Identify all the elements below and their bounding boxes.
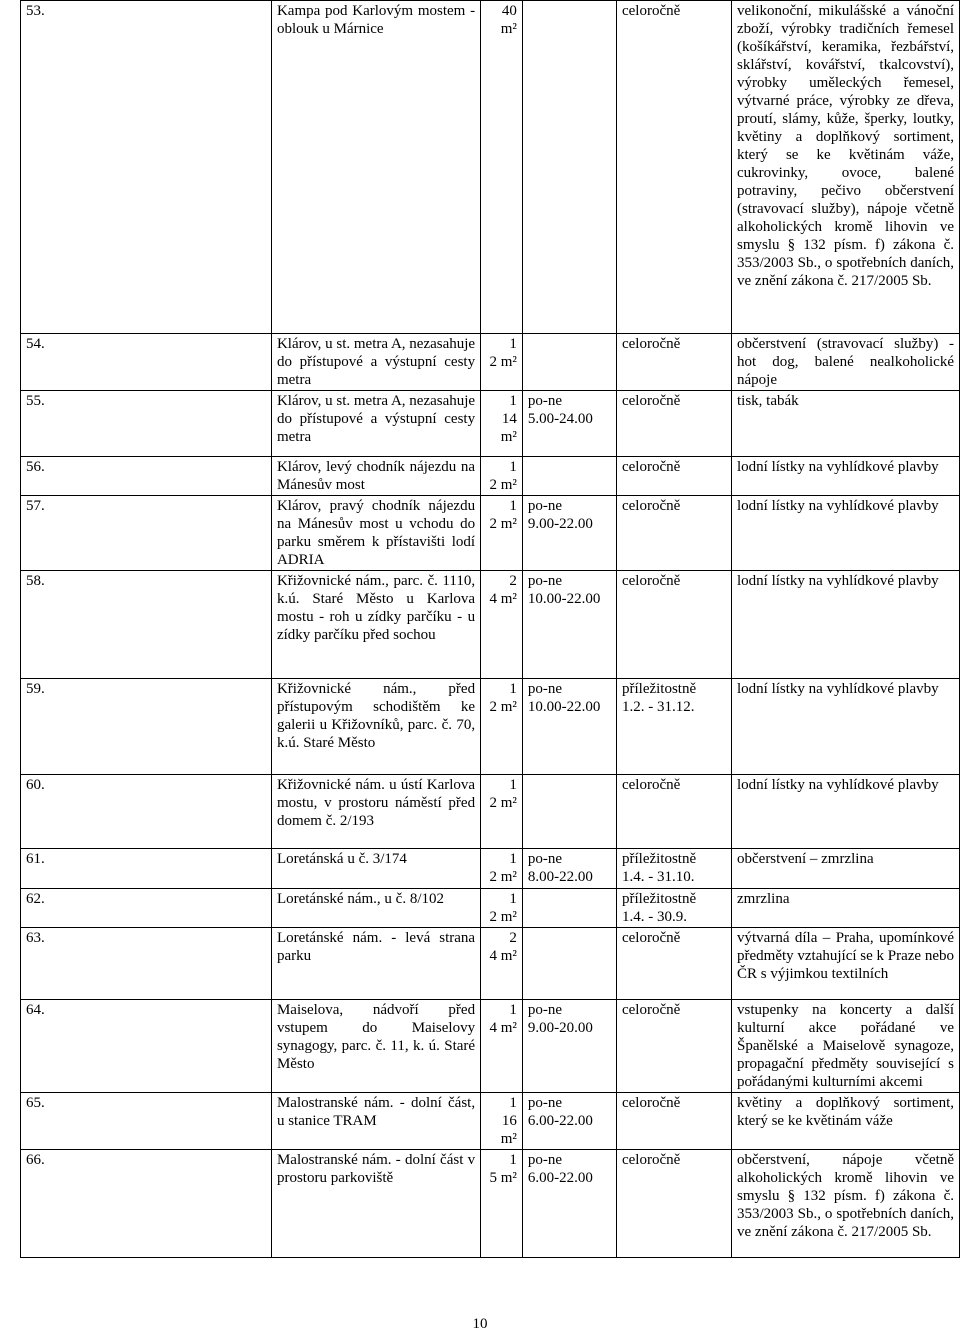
location-text: Loretánská u č. 3/174 (276, 851, 407, 867)
location-cell (271, 889, 480, 928)
stall-count: 1 (509, 1152, 517, 1168)
area-cell (481, 889, 523, 928)
stall-area: 2 m² (489, 795, 517, 811)
table-row (21, 928, 960, 1000)
goods-text: lodní lístky na vyhlídkové plavby (737, 459, 939, 475)
row-number-cell (21, 849, 272, 889)
days-cell (522, 334, 616, 391)
table-row (21, 1150, 960, 1258)
goods-text: velikonoční, mikulášské a vánoční zboží, výrobky tradičních řemesel (košíkářství, keramika, řezbářství, sklářství, kovářství, tkalcovství), výrobky uměleckých řemesel, výtvarné práce, výrobky ze dřeva, proutí, slámy, kůže, šperky, loutky, květiny a doplňkový sortiment, který se ke květinám váže, cukrovinky, ovoce, balené potraviny, pečivo občerstvení (stravovací služby), nápoje včetně alkoholických kromě lihovin ve smyslu § 132 písm. f) zákona č. 353/2003 Sb., o spotřebních daních, ve znění zákona č. 217/2005 Sb. (737, 3, 954, 289)
row-number-cell (21, 928, 272, 1000)
market-locations-table (20, 0, 960, 1258)
season-cell (616, 1150, 731, 1258)
location-cell (271, 334, 480, 391)
operating-hours: 10.00-22.00 (527, 591, 601, 607)
goods-text: květiny a doplňkový sortiment, který se ke květinám váže (737, 1095, 954, 1129)
operating-days: po-ne (527, 1002, 563, 1018)
row-number-cell (21, 775, 272, 849)
goods-text: lodní lístky na vyhlídkové plavby (737, 498, 939, 514)
season-cell (616, 889, 731, 928)
row-number-cell (21, 1, 272, 334)
season-type: celoročně (621, 3, 681, 19)
table-row (21, 457, 960, 496)
stall-count: 1 (509, 1002, 517, 1018)
row-number: 65. (26, 1095, 45, 1111)
season-type: celoročně (621, 573, 681, 589)
row-number-cell (21, 457, 272, 496)
location-cell (271, 1, 480, 334)
days-cell (522, 928, 616, 1000)
goods-text: zmrzlina (737, 891, 790, 907)
stall-area: 2 m² (489, 354, 517, 370)
stall-count: 1 (509, 891, 517, 907)
season-type: celoročně (621, 336, 681, 352)
location-text: Maiselova, nádvoří před vstupem do Maiselovy synagogy, parc. č. 11, k. ú. Staré Město (276, 1002, 476, 1072)
stall-count: 1 (509, 681, 517, 697)
season-cell (616, 391, 731, 457)
goods-text: tisk, tabák (737, 393, 799, 409)
days-cell (522, 1093, 616, 1150)
table-row (21, 496, 960, 571)
location-text: Křižovnické nám., parc. č. 1110, k.ú. Staré Město u Karlova mostu - roh u zídky parčíku - u zídky parčíku před sochou (276, 573, 476, 643)
stall-area: 16 m² (500, 1113, 517, 1147)
area-cell (481, 496, 523, 571)
days-cell (522, 1, 616, 334)
operating-hours: 10.00-22.00 (527, 699, 601, 715)
table-row (21, 1, 960, 334)
stall-area: 5 m² (489, 1170, 517, 1186)
area-cell (481, 1150, 523, 1258)
stall-area: 4 m² (489, 948, 517, 964)
season-cell (616, 1093, 731, 1150)
location-text: Křižovnické nám., před přístupovým schodištěm ke galerii u Křižovníků, parc. č. 70, k.ú. Staré Město (276, 681, 476, 751)
goods-cell (732, 889, 960, 928)
row-number: 55. (26, 393, 45, 409)
row-number-cell (21, 391, 272, 457)
row-number: 62. (26, 891, 45, 907)
row-number-cell (21, 1000, 272, 1093)
season-type: celoročně (621, 930, 681, 946)
location-text: Klárov, u st. metra A, nezasahuje do přístupové a výstupní cesty metra (276, 393, 476, 445)
season-cell (616, 849, 731, 889)
goods-text: občerstvení (stravovací služby) - hot dog, balené nealkoholické nápoje (737, 336, 954, 388)
stall-area: 2 m² (489, 869, 517, 885)
goods-text: občerstvení, nápoje včetně alkoholických kromě lihovin ve smyslu § 132 písm. f) zákona č. 353/2003 Sb., o spotřebních daních, ve znění zákona č. 217/2005 Sb. (737, 1152, 954, 1240)
location-cell (271, 679, 480, 775)
days-cell (522, 496, 616, 571)
area-cell (481, 679, 523, 775)
operating-days: po-ne (527, 681, 563, 697)
row-number: 63. (26, 930, 45, 946)
operating-days: po-ne (527, 1095, 563, 1111)
row-number: 54. (26, 336, 45, 352)
goods-text: lodní lístky na vyhlídkové plavby (737, 573, 939, 589)
location-cell (271, 849, 480, 889)
goods-cell (732, 391, 960, 457)
operating-hours: 9.00-20.00 (527, 1020, 593, 1036)
stall-count: 1 (509, 1095, 517, 1111)
season-period: 1.2. - 31.12. (621, 699, 695, 715)
location-text: Malostranské nám. - dolní část v prostoru parkoviště (276, 1152, 476, 1186)
operating-days: po-ne (527, 1152, 563, 1168)
area-cell (481, 1000, 523, 1093)
operating-hours: 5.00-24.00 (527, 411, 593, 427)
area-cell (481, 334, 523, 391)
goods-cell (732, 1093, 960, 1150)
row-number-cell (21, 889, 272, 928)
days-cell (522, 457, 616, 496)
location-cell (271, 571, 480, 679)
page-number: 10 (472, 1316, 488, 1332)
season-type: příležitostně (621, 851, 697, 867)
days-cell (522, 1000, 616, 1093)
operating-hours: 9.00-22.00 (527, 516, 593, 532)
season-cell (616, 334, 731, 391)
location-cell (271, 1150, 480, 1258)
stall-count: 1 (509, 459, 517, 475)
operating-days: po-ne (527, 498, 563, 514)
goods-cell (732, 571, 960, 679)
table-row (21, 679, 960, 775)
goods-text: občerstvení – zmrzlina (737, 851, 874, 867)
row-number-cell (21, 1093, 272, 1150)
stall-area: 2 m² (489, 477, 517, 493)
goods-cell (732, 1000, 960, 1093)
row-number: 57. (26, 498, 45, 514)
location-cell (271, 1000, 480, 1093)
row-number-cell (21, 679, 272, 775)
days-cell (522, 889, 616, 928)
season-cell (616, 1, 731, 334)
row-number: 64. (26, 1002, 45, 1018)
season-cell (616, 928, 731, 1000)
location-cell (271, 775, 480, 849)
row-number: 60. (26, 777, 45, 793)
location-text: Křižovnické nám. u ústí Karlova mostu, v prostoru náměstí před domem č. 2/193 (276, 777, 476, 829)
location-cell (271, 496, 480, 571)
stall-area: 14 m² (500, 411, 517, 445)
season-type: příležitostně (621, 891, 697, 907)
row-number: 56. (26, 459, 45, 475)
location-text: Klárov, u st. metra A, nezasahuje do přístupové a výstupní cesty metra (276, 336, 476, 388)
season-type: celoročně (621, 459, 681, 475)
goods-text: vstupenky na koncerty a další kulturní akce pořádané ve Španělské a Maiselově synagoze, propagační předměty související s pořádanými kulturními akcemi (737, 1002, 954, 1090)
table-row (21, 775, 960, 849)
goods-text: lodní lístky na vyhlídkové plavby (737, 777, 939, 793)
goods-cell (732, 928, 960, 1000)
stall-area: 2 m² (489, 516, 517, 532)
goods-text: výtvarná díla – Praha, upomínkové předměty vztahující se k Praze nebo ČR s výjimkou textilních (737, 930, 955, 982)
season-cell (616, 679, 731, 775)
area-cell (481, 1093, 523, 1150)
stall-area: 4 m² (489, 591, 517, 607)
table-row (21, 391, 960, 457)
table-row (21, 849, 960, 889)
days-cell (522, 571, 616, 679)
table-row (21, 571, 960, 679)
stall-count: 1 (509, 498, 517, 514)
season-type: celoročně (621, 393, 681, 409)
season-type: celoročně (621, 1152, 681, 1168)
season-cell (616, 457, 731, 496)
goods-cell (732, 496, 960, 571)
row-number-cell (21, 496, 272, 571)
table-row (21, 1000, 960, 1093)
stall-count: 1 (509, 336, 517, 352)
location-cell (271, 391, 480, 457)
goods-cell (732, 775, 960, 849)
area-cell (481, 457, 523, 496)
goods-cell (732, 849, 960, 889)
area-cell (481, 849, 523, 889)
days-cell (522, 391, 616, 457)
stall-count: 1 (509, 851, 517, 867)
goods-cell (732, 679, 960, 775)
goods-text: lodní lístky na vyhlídkové plavby (737, 681, 939, 697)
location-text: Malostranské nám. - dolní část, u stanice TRAM (276, 1095, 476, 1129)
stall-count: 1 (509, 393, 517, 409)
operating-hours: 6.00-22.00 (527, 1170, 593, 1186)
season-type: celoročně (621, 1095, 681, 1111)
season-type: celoročně (621, 498, 681, 514)
row-number-cell (21, 334, 272, 391)
goods-cell (732, 1, 960, 334)
area-cell (481, 1, 523, 334)
stall-area: 2 m² (489, 909, 517, 925)
season-cell (616, 571, 731, 679)
area-cell (481, 928, 523, 1000)
stall-count: 1 (509, 777, 517, 793)
location-text: Klárov, levý chodník nájezdu na Mánesův most (276, 459, 476, 493)
operating-days: po-ne (527, 851, 563, 867)
row-number: 58. (26, 573, 45, 589)
row-number: 61. (26, 851, 45, 867)
season-cell (616, 775, 731, 849)
days-cell (522, 679, 616, 775)
table-row (21, 334, 960, 391)
location-text: Kampa pod Karlovým mostem - oblouk u Márnice (276, 3, 476, 37)
stall-area: 2 m² (489, 699, 517, 715)
operating-days: po-ne (527, 573, 563, 589)
days-cell (522, 775, 616, 849)
days-cell (522, 849, 616, 889)
table-body (21, 1, 960, 1258)
season-cell (616, 496, 731, 571)
season-period: 1.4. - 30.9. (621, 909, 687, 925)
season-type: celoročně (621, 1002, 681, 1018)
area-cell (481, 571, 523, 679)
stall-count: 2 (509, 573, 517, 589)
season-period: 1.4. - 31.10. (621, 869, 695, 885)
operating-hours: 6.00-22.00 (527, 1113, 593, 1129)
table-row (21, 889, 960, 928)
stall-area: 4 m² (489, 1020, 517, 1036)
row-number: 53. (26, 3, 45, 19)
season-type: celoročně (621, 777, 681, 793)
goods-cell (732, 457, 960, 496)
location-text: Klárov, pravý chodník nájezdu na Mánesův most u vchodu do parku směrem k přístavišti lodí ADRIA (276, 498, 476, 568)
location-text: Loretánské nám. - levá strana parku (276, 930, 476, 964)
area-cell (481, 391, 523, 457)
location-cell (271, 928, 480, 1000)
row-number-cell (21, 1150, 272, 1258)
season-cell (616, 1000, 731, 1093)
goods-cell (732, 1150, 960, 1258)
location-text: Loretánské nám., u č. 8/102 (276, 891, 444, 907)
operating-days: po-ne (527, 393, 563, 409)
operating-hours: 8.00-22.00 (527, 869, 593, 885)
goods-cell (732, 334, 960, 391)
days-cell (522, 1150, 616, 1258)
stall-count: 2 (509, 930, 517, 946)
area-cell (481, 775, 523, 849)
location-cell (271, 1093, 480, 1150)
season-type: příležitostně (621, 681, 697, 697)
row-number-cell (21, 571, 272, 679)
row-number: 59. (26, 681, 45, 697)
row-number: 66. (26, 1152, 45, 1168)
stall-area: 40 m² (500, 3, 517, 37)
table-row (21, 1093, 960, 1150)
location-cell (271, 457, 480, 496)
